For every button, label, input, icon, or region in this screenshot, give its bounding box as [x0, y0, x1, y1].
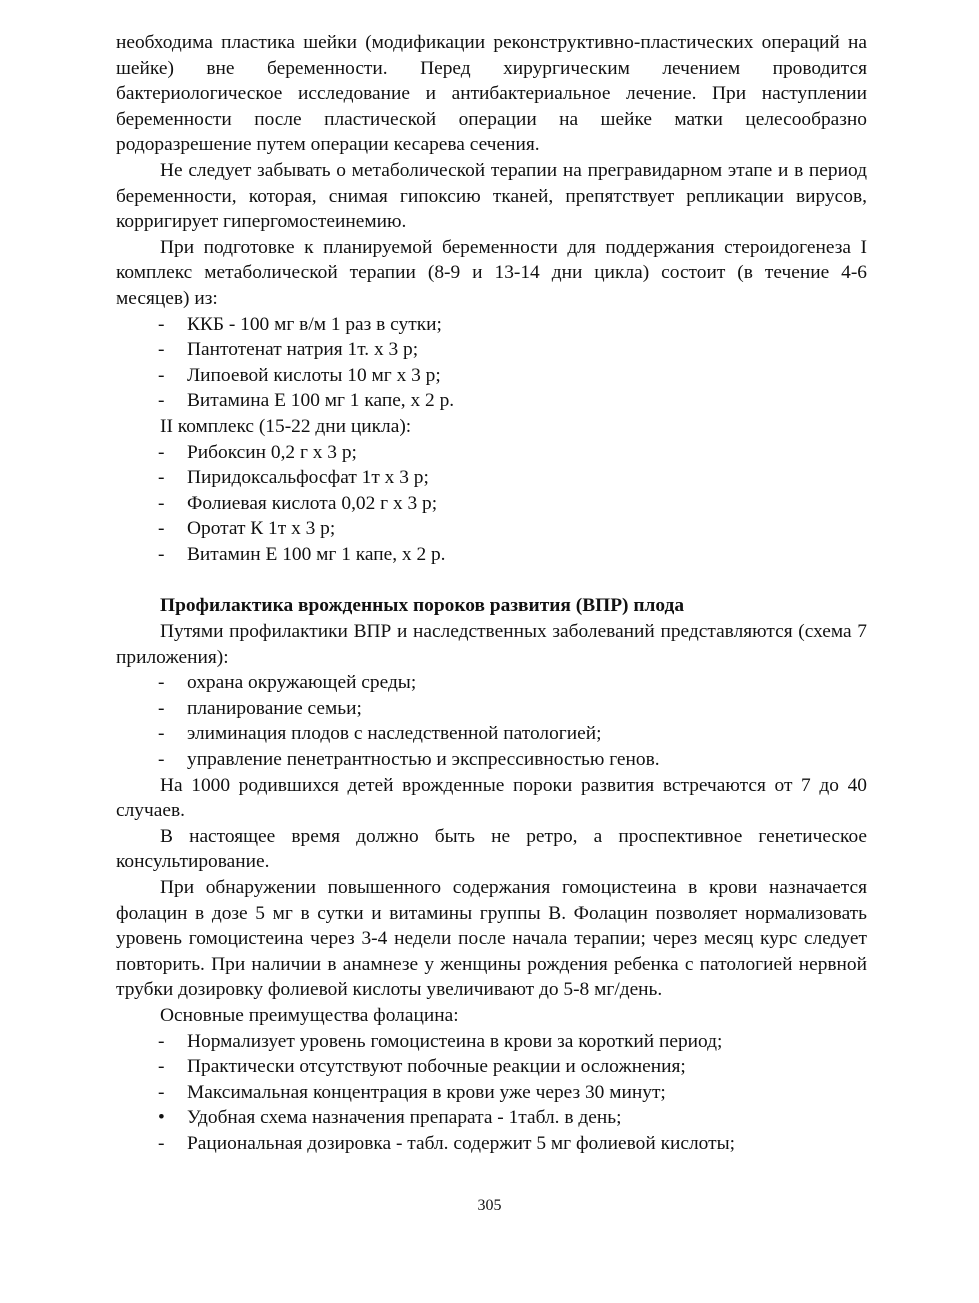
list-item-text: Максимальная концентрация в крови уже через 30 минут; [187, 1081, 666, 1103]
list-marker: - [158, 672, 165, 694]
list-item [116, 696, 867, 722]
list-item-text: Витамин Е 100 мг 1 капе, х 2 р. [187, 543, 446, 565]
list-item [116, 721, 867, 747]
list-item-text: ККБ - 100 мг в/м 1 раз в сутки; [187, 313, 442, 335]
list-marker: - [158, 364, 165, 386]
list-item-text: управление пенетрантностью и экспрессивностью генов. [187, 749, 660, 771]
list-item-text: планирование семьи; [187, 697, 362, 719]
list-item [116, 747, 867, 773]
list-item-text: Пантотенат натрия 1т. х 3 р; [187, 339, 419, 361]
list-item [116, 1054, 867, 1080]
list-item [116, 1131, 867, 1157]
prevention-list [116, 670, 867, 772]
list-item [116, 1105, 867, 1131]
list-item [116, 337, 867, 363]
list-item-text: Витамина Е 100 мг 1 капе, х 2 р. [187, 390, 455, 412]
list-marker: - [158, 697, 165, 719]
list-item [116, 1029, 867, 1055]
list-item-text: Практически отсутствуют побочные реакции и осложнения; [187, 1056, 686, 1078]
list-marker: • [158, 1107, 165, 1129]
list-marker: - [158, 1056, 165, 1078]
advantages-list [116, 1029, 867, 1157]
list-marker: - [158, 441, 165, 463]
list-item [116, 516, 867, 542]
complex-2-title: II комплекс (15-22 дни цикла): [160, 415, 412, 437]
list-item [116, 440, 867, 466]
list-marker: - [158, 723, 165, 745]
list-marker: - [158, 492, 165, 514]
list-marker: - [158, 518, 165, 540]
list-item [116, 363, 867, 389]
list-marker: - [158, 749, 165, 771]
paragraph-counseling: В настоящее время должно быть не ретро, а проспективное генетическое консультирование. [116, 825, 867, 873]
section-heading: Профилактика врожденных пороков развития (ВПР) плода [160, 595, 685, 617]
complex-1-list [116, 312, 867, 414]
page-number: 305 [477, 1197, 502, 1214]
list-item [116, 465, 867, 491]
list-item-text: Липоевой кислоты 10 мг х 3 р; [187, 364, 441, 386]
list-marker: - [158, 1030, 165, 1052]
list-item [116, 1080, 867, 1106]
paragraph-folacin: При обнаружении повышенного содержания гомоцистеина в крови назначается фолацин в дозе 5 мг в сутки и витамины группы В. Фолацин позволяет нормализовать уровень гомоцистеина через 3-4 недели после начала терапии; через месяц курс следует повторить. При наличии в анамнезе у женщины рождения ребенка с патологией нервной трубки дозировку фолиевой кислоты увеличивают до 5-8 мг/день. [116, 877, 867, 1001]
paragraph-incidence: На 1000 родившихся детей врожденные пороки развития встречаются от 7 до 40 случаев. [116, 774, 867, 822]
list-marker: - [158, 543, 165, 565]
list-marker: - [158, 339, 165, 361]
list-marker: - [158, 313, 165, 335]
complex-2-list [116, 440, 867, 568]
list-item [116, 388, 867, 414]
list-item-text: Оротат К 1т х 3 р; [187, 518, 336, 540]
list-item [116, 542, 867, 568]
paragraph-cervix-plastic: необходима пластика шейки (модификации реконструктивно-пластических операций на шейке) вне беременности. Перед хирургическим лечением проводится бактериологическое исследование и антибактериальное лечение. При наступлении беременности после пластической операции на шейке матки целесообразно родоразрешение путем операции кесарева сечения. [116, 32, 867, 156]
page-body [116, 30, 867, 1157]
paragraph-prevention-intro: Путями профилактики ВПР и наследственных заболеваний представляются (схема 7 приложения): [116, 621, 867, 668]
list-marker: - [158, 390, 165, 412]
list-item [116, 491, 867, 517]
list-item-text: охрана окружающей среды; [187, 672, 417, 694]
list-item-text: Рациональная дозировка - табл. содержит 5 мг фолиевой кислоты; [187, 1132, 736, 1154]
list-item [116, 312, 867, 338]
list-marker: - [158, 467, 165, 489]
list-item-text: Пиридоксальфосфат 1т х 3 р; [187, 467, 429, 489]
list-marker: - [158, 1132, 165, 1154]
list-item [116, 670, 867, 696]
list-item-text: Нормализует уровень гомоцистеина в крови за короткий период; [187, 1030, 723, 1052]
advantages-title: Основные преимущества фолацина: [160, 1004, 459, 1026]
paragraph-preparation: При подготовке к планируемой беременности для поддержания стероидогенеза I комплекс метаболической терапии (8-9 и 13-14 дни цикла) состоит (в течение 4-6 месяцев) из: [116, 236, 867, 309]
paragraph-metabolic-therapy: Не следует забывать о метаболической терапии на прегравидарном этапе и в период беременности, которая, снимая гипоксию тканей, препятствует репликации вирусов, корригирует гипергомостеинемию. [116, 159, 867, 233]
list-marker: - [158, 1081, 165, 1103]
list-item-text: элиминация плодов с наследственной патологией; [187, 723, 602, 745]
list-item-text: Фолиевая кислота 0,02 г х 3 р; [187, 492, 438, 514]
list-item-text: Рибоксин 0,2 г х 3 р; [187, 441, 357, 463]
list-item-text: Удобная схема назначения препарата - 1табл. в день; [187, 1107, 622, 1129]
